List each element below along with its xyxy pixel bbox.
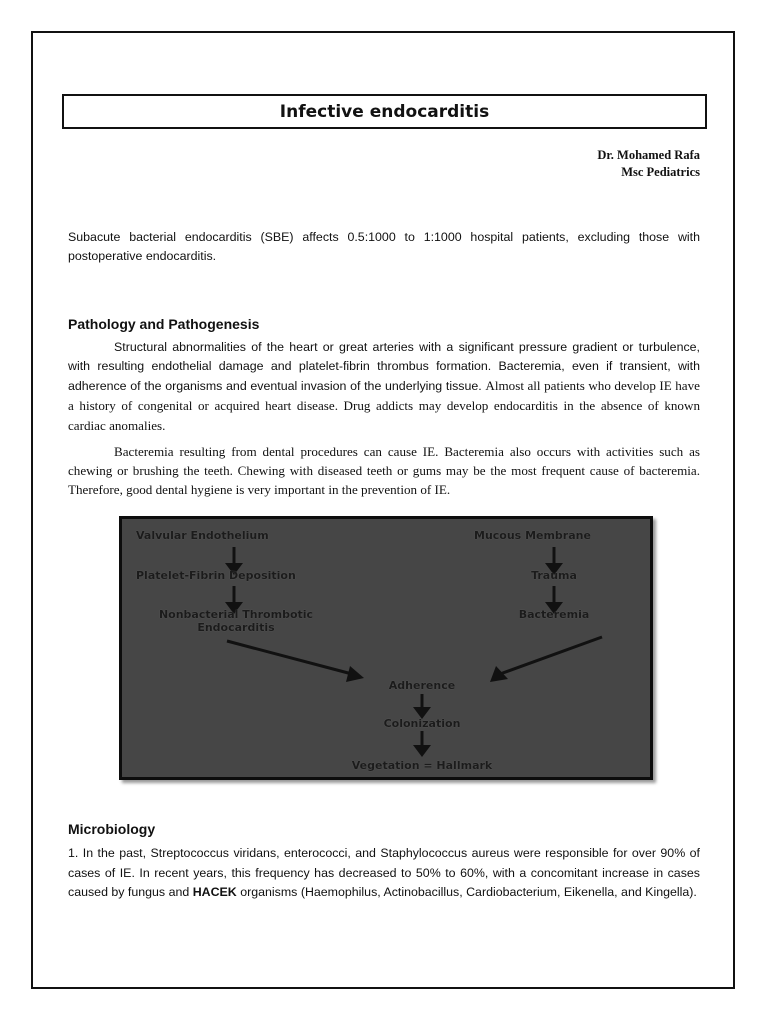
pathology-heading: Pathology and Pathogenesis <box>68 316 260 332</box>
diagram-arrows <box>122 519 650 777</box>
label-bacteremia: Bacteremia <box>518 608 590 621</box>
microbiology-text-1: 1. In the past, Streptococcus viridans, enterococci, and Staphylococcus aureus were responsible for over 90% of cases of IE. In recent years, this frequency has decreased to 50% to 60%, with a concomitant increase in cases caused by fungus and <box>68 846 700 899</box>
label-nonbacterial-thrombotic: Nonbacterial Thrombotic <box>158 608 314 621</box>
label-vegetation-hallmark: Vegetation = Hallmark <box>351 759 493 772</box>
author-name: Dr. Mohamed Rafa <box>597 148 700 162</box>
pathology-paragraph-1 <box>68 338 700 436</box>
arrow-diag-left <box>227 641 352 674</box>
intro-paragraph: Subacute bacterial endocarditis (SBE) affects 0.5:1000 to 1:1000 hospital patients, excluding those with postoperative endocarditis. <box>68 230 700 263</box>
pathology-paragraph-2: Bacteremia resulting from dental procedures can cause IE. Bacteremia also occurs with activities such as chewing or brushing the teeth. Chewing with diseased teeth or gums may be the most frequent cause of bacteremia. Therefore, good dental hygiene is very important in the prevention of IE. <box>68 444 700 497</box>
label-endocarditis: Endocarditis <box>197 621 275 634</box>
label-adherence: Adherence <box>388 679 456 692</box>
label-colonization: Colonization <box>383 717 461 730</box>
pathology-text-sans: Structural abnormalities of the heart or great arteries with a significant pressure gradient or turbulence, with resulting endothelial damage and platelet-fibrin thrombus formation. Bacteremia, even if transient, with adherence of the organisms and eventual invasion of the underlying tissue. <box>68 340 700 393</box>
hacek-term: HACEK <box>192 885 237 899</box>
microbiology-paragraph <box>68 844 700 903</box>
pathology-text-serif: Almost all patients who develop IE have a history of congenital or acquired heart disease. Drug addicts may develop endocarditis in the absence of known cardiac anomalies. <box>68 378 700 433</box>
pathogenesis-diagram <box>119 516 653 780</box>
author-degree: Msc Pediatrics <box>621 165 700 179</box>
author-block <box>597 147 700 181</box>
page-title: Infective endocarditis <box>62 94 707 129</box>
label-valvular-endothelium: Valvular Endothelium <box>136 529 269 542</box>
microbiology-text-2: organisms (Haemophilus, Actinobacillus, Cardiobacterium, Eikenella, and Kingella). <box>240 885 697 899</box>
arrow-diag-right <box>500 637 602 674</box>
label-trauma: Trauma <box>531 569 577 582</box>
label-mucous-membrane: Mucous Membrane <box>474 529 591 542</box>
microbiology-heading: Microbiology <box>68 821 156 837</box>
label-platelet-fibrin: Platelet-Fibrin Deposition <box>136 569 296 582</box>
